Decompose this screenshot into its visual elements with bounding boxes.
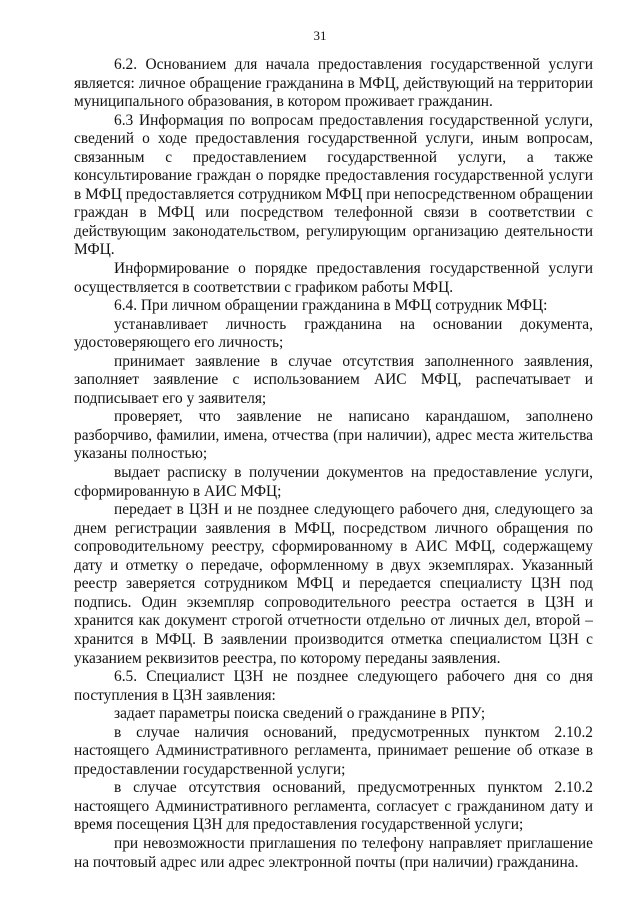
paragraph-6-4: 6.4. При личном обращении гражданина в МФЦ сотрудник МФЦ: xyxy=(114,297,548,315)
list-item-checks-application: проверяет, что заявление не написано карандашом, заполнено разборчиво, фамилии, имена, отчества (при наличии), адрес места жительства указаны полностью; xyxy=(74,408,593,463)
paragraph-6-3: 6.3 Информация по вопросам предоставления государственной услуги, сведений о ходе предоставления государственной услуги, иным вопросам, связанным с предоставлением государственной услуги, а также консультирование граждан о порядке предоставления государственной услуги в МФЦ предоставляется сотрудником МФЦ при непосредственном обращении граждан в МФЦ или посредством телефонной связи в соответствии с действующим законодательством, регулирующим организацию деятельности МФЦ. xyxy=(74,111,593,259)
page-number: 31 xyxy=(313,28,327,43)
list-item-search-parameters: задает параметры поиска сведений о гражданине в РПУ; xyxy=(114,705,486,723)
list-item-schedule-visit: в случае отсутствия оснований, предусмотренных пунктом 2.10.2 настоящего Административного регламента, согласует с гражданином дату и время посещения ЦЗН для предоставления государственной услуги; xyxy=(74,779,593,834)
list-item-send-invitation: при невозможности приглашения по телефону направляет приглашение на почтовый адрес или адрес электронной почты (при наличии) гражданина. xyxy=(74,834,593,871)
list-item-establishes-identity: устанавливает личность гражданина на основании документа, удостоверяющего его личность; xyxy=(74,315,593,352)
document-body xyxy=(74,56,593,872)
list-item-transfers-to-czn: передает в ЦЗН и не позднее следующего рабочего дня, следующего за днем регистрации заявления в МФЦ, посредством личного обращения по сопроводительному реестру, сформированному в АИС МФЦ, содержащему дату и отметку о передаче, оформленному в двух экземплярах. Указанный реестр заверяется сотрудником МФЦ и передается специалисту ЦЗН под подпись. Один экземпляр сопроводительного реестра остается в ЦЗН и хранится как документ строгой отчетности отдельно от личных дел, второй – хранится в МФЦ. В заявлении производится отметка специалистом ЦЗН с указанием реквизитов реестра, по которому переданы заявления. xyxy=(74,501,593,667)
list-item-accepts-application: принимает заявление в случае отсутствия заполненного заявления, заполняет заявление с использованием АИС МФЦ, распечатывает и подписывает его у заявителя; xyxy=(74,352,593,407)
paragraph-informing: Информирование о порядке предоставления государственной услуги осуществляется в соответствии с графиком работы МФЦ. xyxy=(74,260,593,296)
paragraph-6-5: 6.5. Специалист ЦЗН не позднее следующего рабочего дня со дня поступления в ЦЗН заявления: xyxy=(74,668,593,704)
paragraph-6-2: 6.2. Основанием для начала предоставления государственной услуги является: личное обращение гражданина в МФЦ, действующий на территории муниципального образования, в котором проживает гражданин. xyxy=(74,56,593,111)
list-item-issues-receipt: выдает расписку в получении документов на предоставление услуги, сформированную в АИС МФЦ; xyxy=(74,464,593,500)
list-item-refusal-decision: в случае наличия оснований, предусмотренных пунктом 2.10.2 настоящего Административного регламента, принимает решение об отказе в предоставлении государственной услуги; xyxy=(74,723,593,778)
